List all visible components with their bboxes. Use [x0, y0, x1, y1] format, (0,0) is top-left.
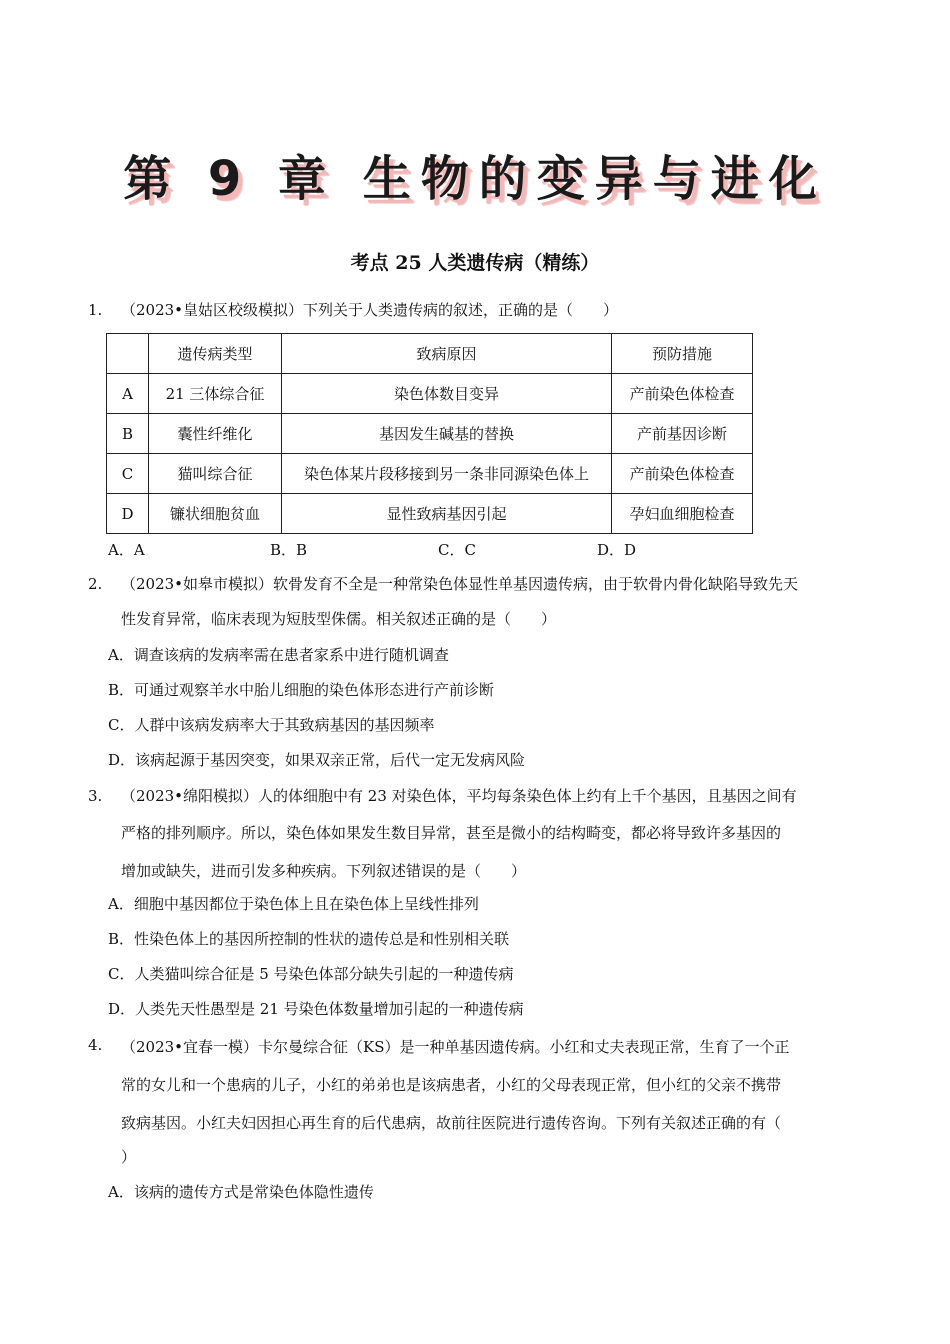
question-2	[88, 567, 878, 637]
option-d: D．该病起源于基因突变，如果双亲正常，后代一定无发病风险	[108, 751, 526, 769]
table-row	[107, 454, 753, 494]
table-cell: 猫叫综合征	[149, 454, 282, 494]
question-number: 4.	[88, 1036, 103, 1054]
table-row	[107, 414, 753, 454]
option-a: A．该病的遗传方式是常染色体隐性遗传	[108, 1183, 374, 1201]
chapter-title: 第 9 章 生物的变异与进化	[123, 151, 827, 207]
table-cell: 产前染色体检查	[612, 454, 753, 494]
question-stem-line: （2023•宜春一模）卡尔曼综合征（KS）是一种单基因遗传病。小红和丈夫表现正常，生育了一个正	[121, 1038, 790, 1056]
table-cell: 囊性纤维化	[149, 414, 282, 454]
answer-option-c: C．C	[438, 541, 476, 559]
question-stem-line: 性发育异常，临床表现为短肢型侏儒。相关叙述正确的是（ ）	[121, 610, 557, 628]
question-stem-line: ）	[121, 1148, 137, 1166]
table-cell: 孕妇血细胞检查	[612, 494, 753, 534]
table-cell: B	[107, 414, 149, 454]
table-row	[107, 494, 753, 534]
table-header-cell: 预防措施	[612, 334, 753, 374]
table-cell: A	[107, 374, 149, 414]
option-b: B．可通过观察羊水中胎儿细胞的染色体形态进行产前诊断	[108, 681, 495, 699]
table-cell: 产前基因诊断	[612, 414, 753, 454]
option-d: D．人类先天性愚型是 21 号染色体数量增加引起的一种遗传病	[108, 1000, 524, 1018]
option-c: C．人群中该病发病率大于其致病基因的基因频率	[108, 716, 435, 734]
table-cell: D	[107, 494, 149, 534]
table-header-row	[107, 334, 753, 374]
table-cell: 基因发生碱基的替换	[282, 414, 612, 454]
disease-table	[106, 333, 753, 534]
option-c: C．人类猫叫综合征是 5 号染色体部分缺失引起的一种遗传病	[108, 965, 514, 983]
answer-option-b: B．B	[270, 541, 308, 559]
question-number: 1.	[88, 301, 103, 319]
option-b: B．性染色体上的基因所控制的性状的遗传总是和性别相关联	[108, 930, 510, 948]
table-cell: C	[107, 454, 149, 494]
table-header-cell: 致病原因	[282, 334, 612, 374]
question-stem: （2023•皇姑区校级模拟）下列关于人类遗传病的叙述，正确的是（ ）	[121, 301, 619, 319]
table-cell: 染色体某片段移接到另一条非同源染色体上	[282, 454, 612, 494]
question-stem-line: 严格的排列顺序。所以，染色体如果发生数目异常，甚至是微小的结构畸变，都必将导致许多基因的	[121, 824, 782, 842]
table-cell: 镰状细胞贫血	[149, 494, 282, 534]
answer-option-a: A．A	[108, 541, 145, 559]
question-number: 2.	[88, 575, 103, 593]
question-stem-line: （2023•绵阳模拟）人的体细胞中有 23 对染色体，平均每条染色体上约有上千个基因，且基因之间有	[121, 787, 797, 805]
question-stem-line: （2023•如皋市模拟）软骨发育不全是一种常染色体显性单基因遗传病，由于软骨内骨化缺陷导致先天	[121, 575, 799, 593]
answer-option-d: D．D	[597, 541, 637, 559]
option-a: A．细胞中基因都位于染色体上且在染色体上呈线性排列	[108, 895, 479, 913]
table-cell: 显性致病基因引起	[282, 494, 612, 534]
table-header-cell	[107, 334, 149, 374]
table-cell: 21 三体综合征	[149, 374, 282, 414]
question-4	[88, 1028, 878, 1172]
question-stem-line: 增加或缺失，进而引发多种疾病。下列叙述错误的是（ ）	[121, 862, 527, 880]
table-cell: 产前染色体检查	[612, 374, 753, 414]
question-stem-line: 致病基因。小红夫妇因担心再生育的后代患病，故前往医院进行遗传咨询。下列有关叙述正确的有（	[121, 1114, 782, 1132]
section-subtitle: 考点 25 人类遗传病（精练）	[350, 252, 600, 274]
question-number: 3.	[88, 787, 103, 805]
question-stem-line: 常的女儿和一个患病的儿子，小红的弟弟也是该病患者，小红的父母表现正常，但小红的父亲不携带	[121, 1076, 782, 1094]
question-3	[88, 779, 878, 890]
table-row	[107, 374, 753, 414]
question-1	[88, 293, 878, 328]
table-cell: 染色体数目变异	[282, 374, 612, 414]
table-header-cell: 遗传病类型	[149, 334, 282, 374]
option-a: A．调查该病的发病率需在患者家系中进行随机调查	[108, 646, 449, 664]
